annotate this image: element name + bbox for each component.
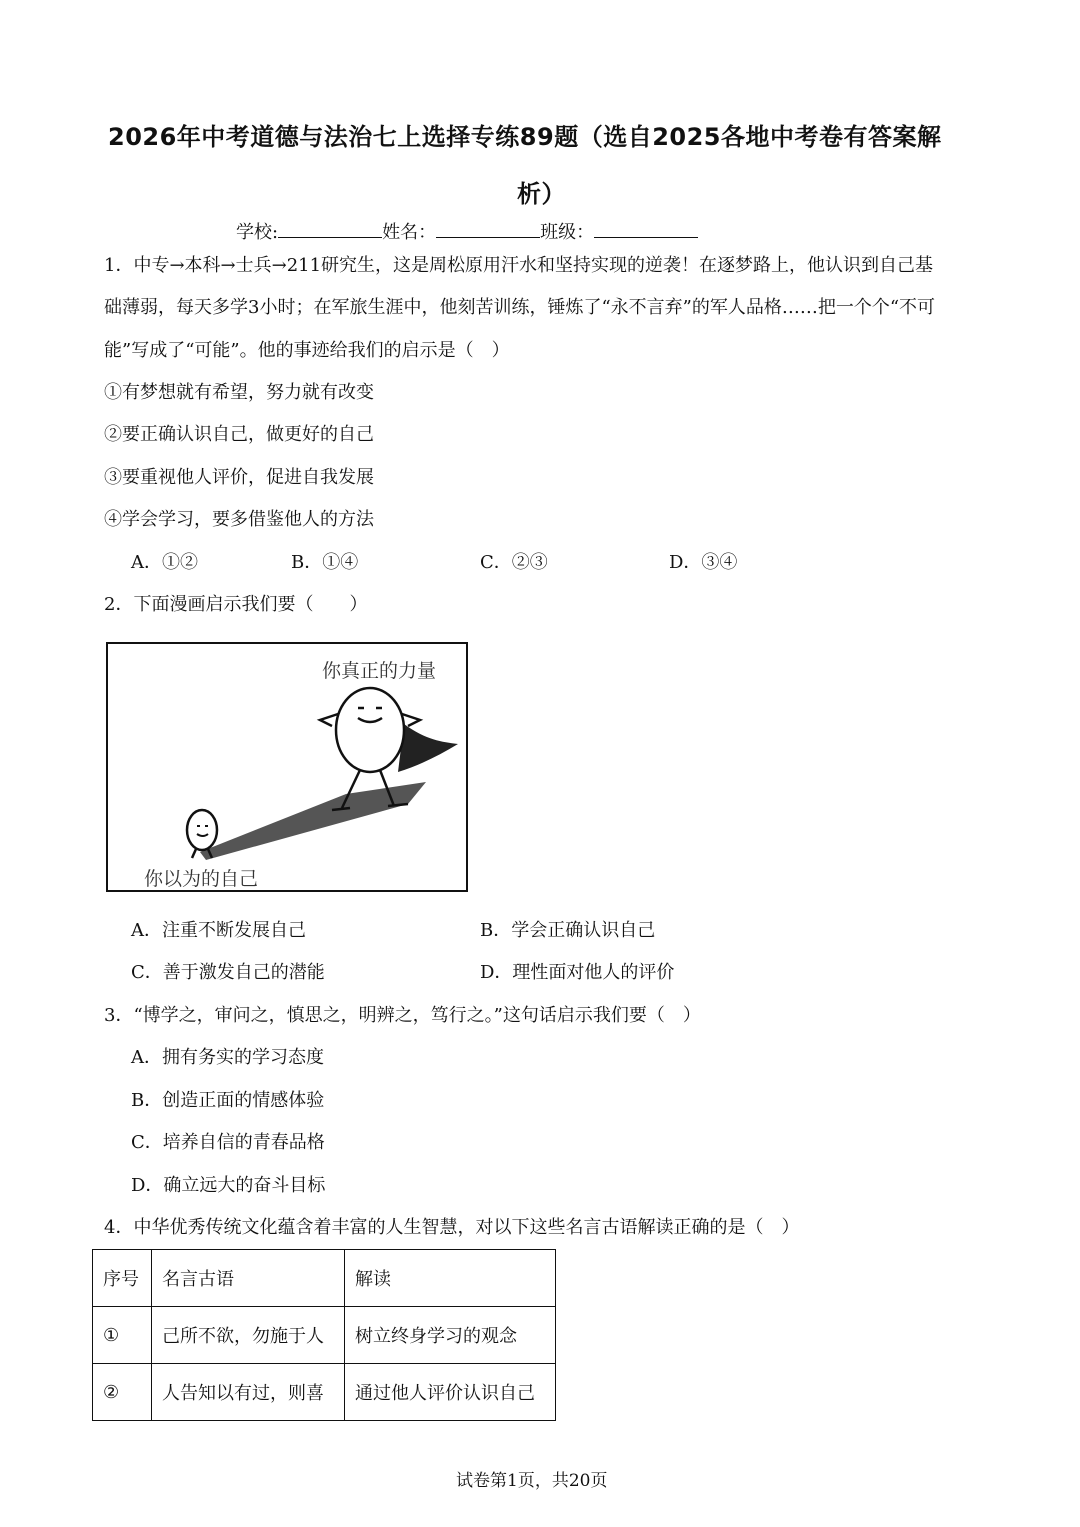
page-footer: 试卷第1页，共20页 <box>456 1471 608 1491</box>
q3-stem: 3．“博学之，审问之，慎思之，明辨之，笃行之。”这句话启示我们要（ ） <box>104 1005 701 1026</box>
table-cell: ① <box>93 1307 152 1364</box>
q2-option-d[interactable]: D．理性面对他人的评价 <box>480 962 675 983</box>
table-row <box>93 1364 556 1421</box>
school-blank[interactable] <box>278 221 382 238</box>
student-info-line <box>236 221 698 242</box>
q1-option-b[interactable]: B．①④ <box>291 552 359 573</box>
comic-drawing <box>108 644 466 890</box>
q2-comic <box>106 642 468 892</box>
table-header-cell: 解读 <box>345 1250 556 1307</box>
q3-option-d[interactable]: D．确立远大的奋斗目标 <box>131 1175 326 1196</box>
q3-option-a[interactable]: A．拥有务实的学习态度 <box>131 1047 324 1068</box>
q4-stem: 4．中华优秀传统文化蕴含着丰富的人生智慧，对以下这些名言古语解读正确的是（ ） <box>104 1217 800 1238</box>
table-cell: 人告知以有过，则喜 <box>152 1364 345 1421</box>
table-cell: 己所不欲，勿施于人 <box>152 1307 345 1364</box>
q1-stem-line1: 1．中专→本科→士兵→211研究生，这是周松原用汗水和坚持实现的逆袭！在逐梦路上，他认识到自己基 <box>104 255 934 276</box>
q1-item-3: ③要重视他人评价，促进自我发展 <box>104 467 374 488</box>
q1-item-4: ④学会学习，要多借鉴他人的方法 <box>104 509 374 530</box>
school-label: 学校: <box>236 222 279 243</box>
table-row <box>93 1307 556 1364</box>
name-label: 姓名： <box>382 222 437 243</box>
comic-label-self-image: 你以为的自己 <box>144 868 259 890</box>
table-cell: 树立终身学习的观念 <box>345 1307 556 1364</box>
comic-cape <box>398 724 458 772</box>
q1-option-a[interactable]: A．①② <box>131 552 198 573</box>
q1-item-2: ②要正确认识自己，做更好的自己 <box>104 424 374 445</box>
q1-stem-line2: 础薄弱，每天多学3小时；在军旅生涯中，他刻苦训练，锤炼了“永不言弃”的军人品格……把一个个“不可 <box>104 297 936 318</box>
q1-option-c[interactable]: C．②③ <box>480 552 548 573</box>
table-header-cell: 名言古语 <box>152 1250 345 1307</box>
class-blank[interactable] <box>594 221 698 238</box>
table-header-cell: 序号 <box>93 1250 152 1307</box>
q3-option-c[interactable]: C．培养自信的青春品格 <box>131 1132 325 1153</box>
q1-option-d[interactable]: D．③④ <box>669 552 738 573</box>
table-header-row <box>93 1250 556 1307</box>
q2-option-b[interactable]: B．学会正确认识自己 <box>480 920 656 941</box>
q2-option-c[interactable]: C．善于激发自己的潜能 <box>131 962 325 983</box>
q1-stem-line3: 能”写成了“可能”。他的事迹给我们的启示是（ ） <box>104 340 510 361</box>
comic-shadow <box>200 782 426 860</box>
page-title-line1: 2026年中考道德与法治七上选择专练89题（选自2025各地中考卷有答案解 <box>108 123 942 151</box>
q3-option-b[interactable]: B．创造正面的情感体验 <box>131 1090 325 1111</box>
q4-table <box>92 1249 556 1421</box>
name-blank[interactable] <box>436 221 540 238</box>
table-cell: ② <box>93 1364 152 1421</box>
comic-label-true-power: 你真正的力量 <box>322 660 437 682</box>
page-title-line2: 析） <box>517 180 566 208</box>
class-label: 班级： <box>540 222 595 243</box>
q2-stem: 2．下面漫画启示我们要（ ） <box>104 594 368 615</box>
q1-item-1: ①有梦想就有希望，努力就有改变 <box>104 382 374 403</box>
table-cell: 通过他人评价认识自己 <box>345 1364 556 1421</box>
q2-option-a[interactable]: A．注重不断发展自己 <box>131 920 306 941</box>
